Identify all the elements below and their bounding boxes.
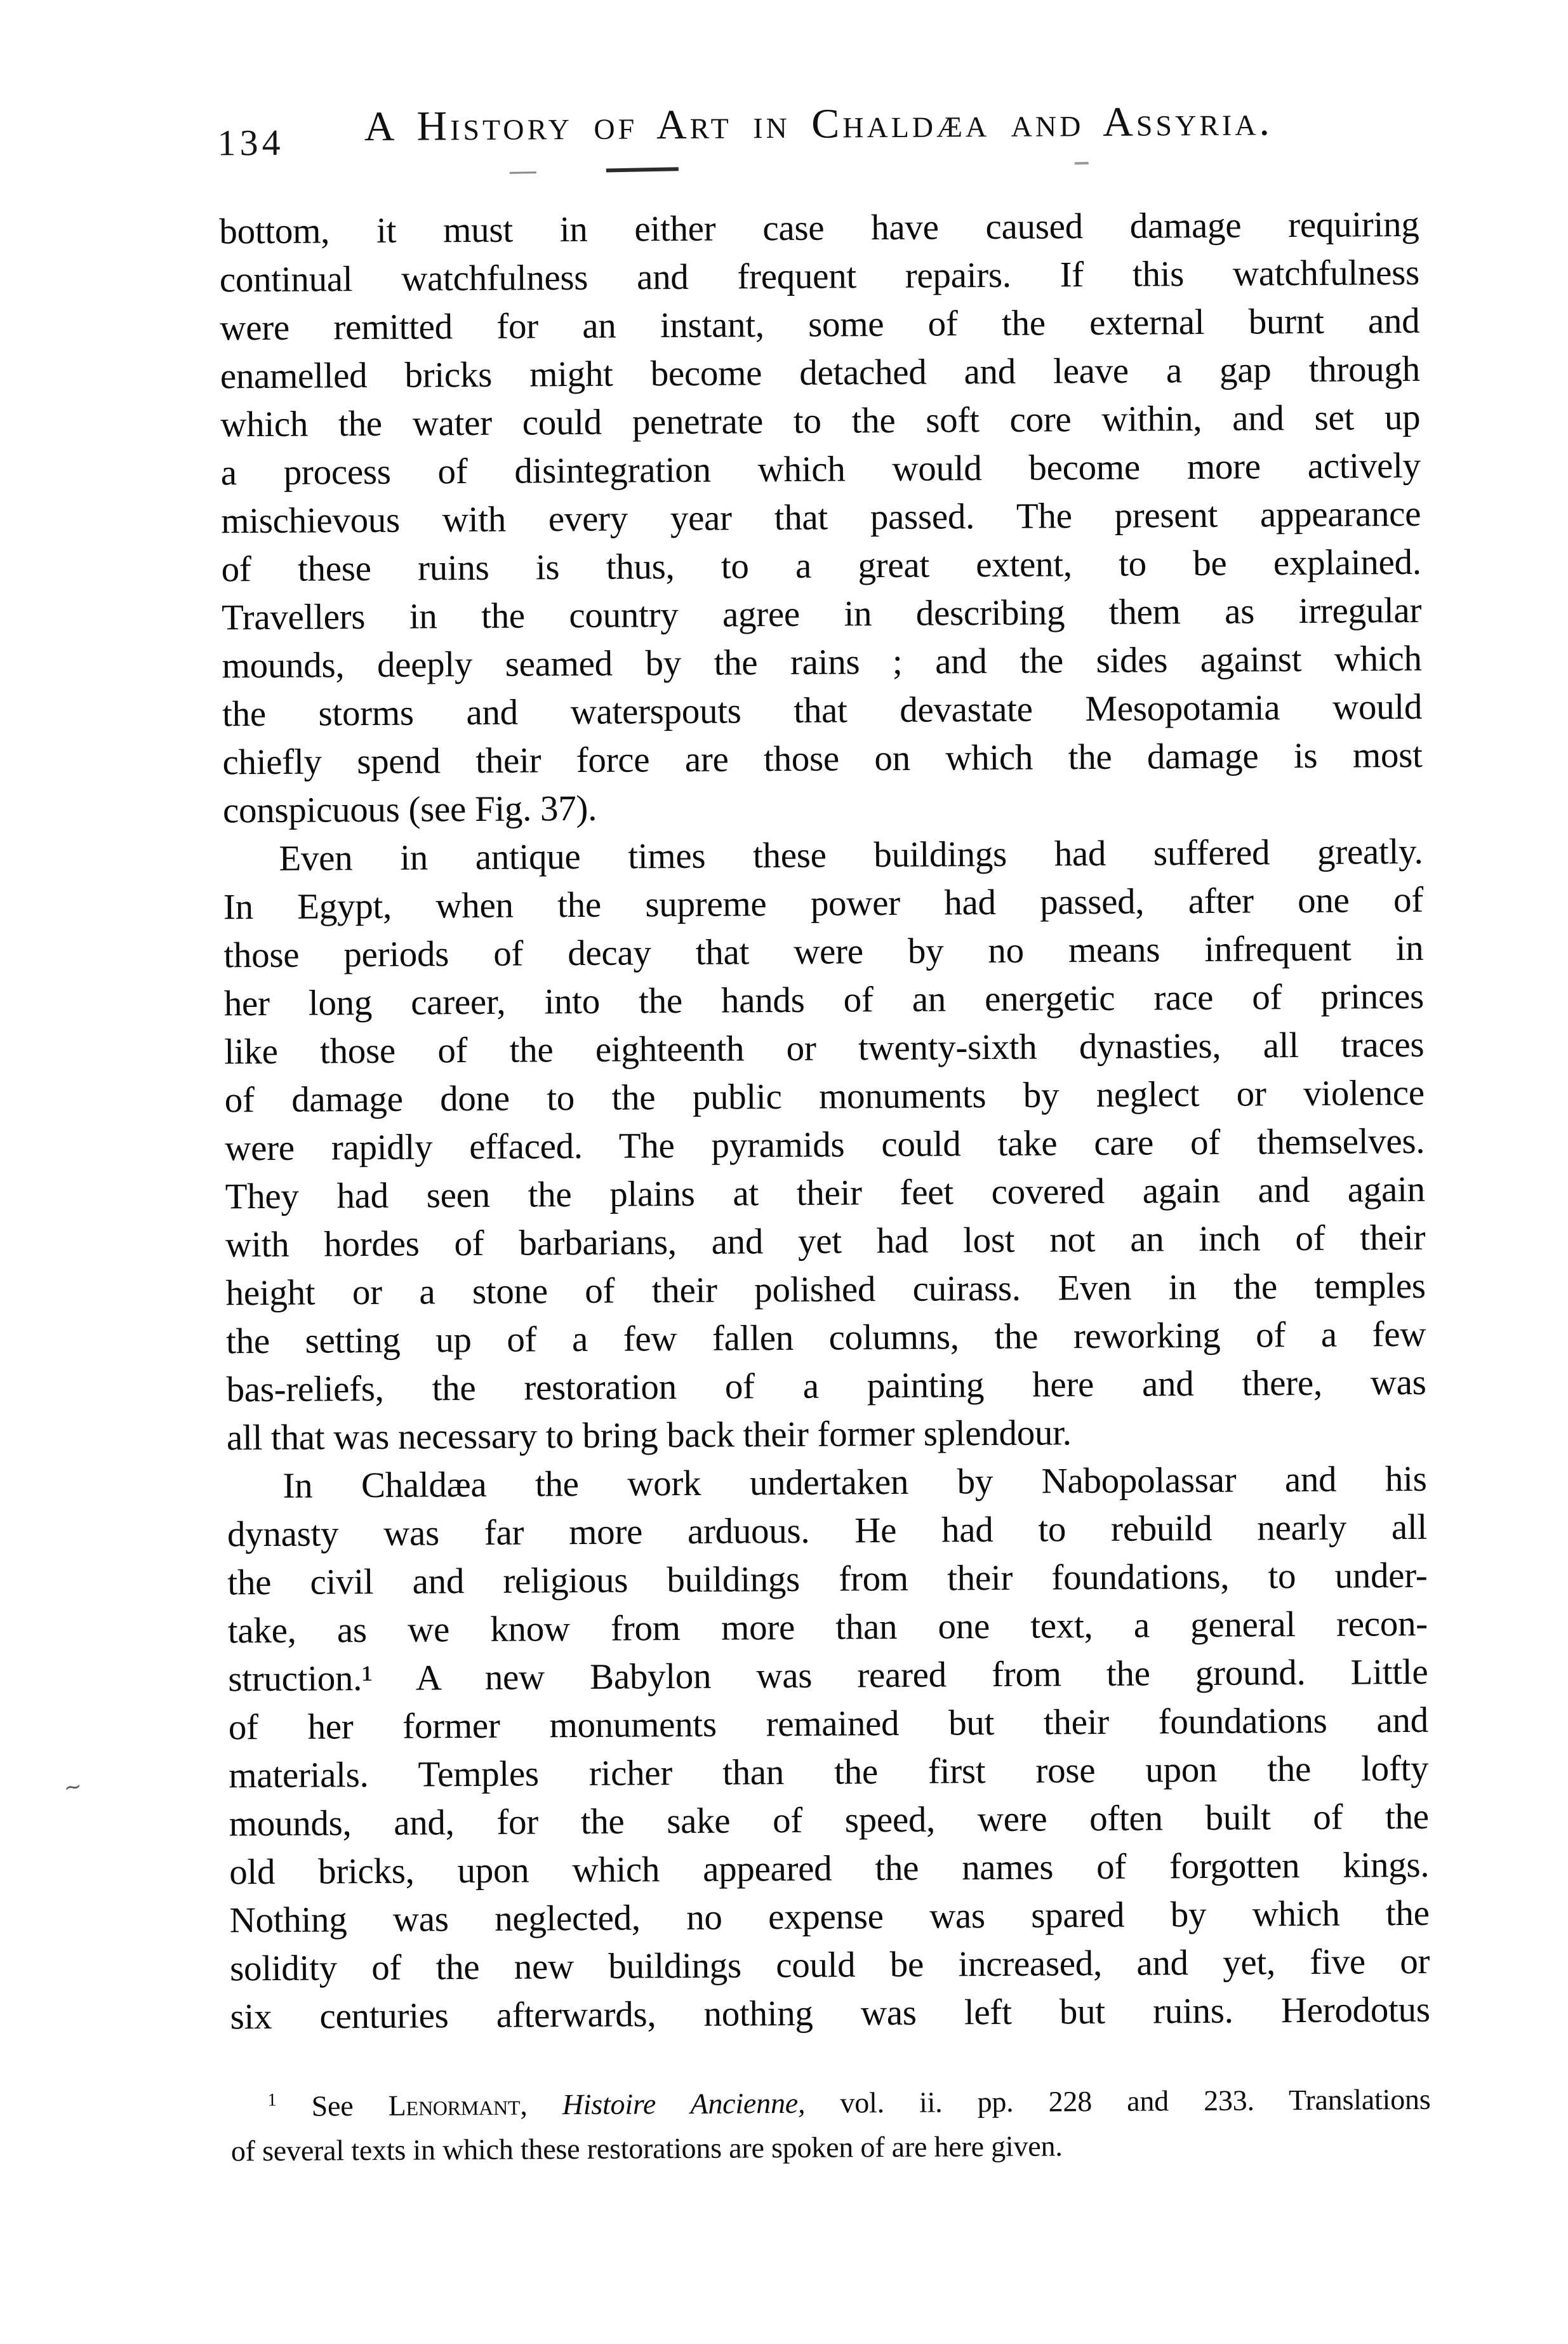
text-line: the setting up of a few fallen columns, the reworking of a few bbox=[225, 1314, 1426, 1362]
text-line: materials. Temples richer than the first rose upon the lofty bbox=[229, 1748, 1429, 1796]
paragraph-2 bbox=[223, 828, 1426, 1463]
footnote-line-1 bbox=[230, 2077, 1430, 2129]
running-header: A History of Art in Chaldæa and Assyria. bbox=[364, 98, 1273, 150]
page-number: 134 bbox=[217, 121, 284, 164]
header-rule-fragment-right bbox=[1075, 162, 1089, 164]
paragraph-1 bbox=[219, 201, 1423, 836]
text-line: those periods of decay that were by no means infrequent in bbox=[223, 928, 1424, 976]
text-line: all that was necessary to bring back their former splendour. bbox=[226, 1413, 1072, 1458]
text-line: Travellers in the country agree in describing them as irregular bbox=[221, 590, 1422, 638]
text-line: mounds, and, for the sake of speed, were often built of the bbox=[229, 1796, 1429, 1844]
text-line: They had seen the plains at their feet covered again and again bbox=[225, 1169, 1425, 1217]
text-line: continual watchfulness and frequent repairs. If this watchfulness bbox=[219, 252, 1420, 300]
footnote-text: , bbox=[520, 2088, 562, 2121]
footnote-author: Lenormant bbox=[388, 2088, 521, 2122]
text-line: height or a stone of their polished cuirass. Even in the temples bbox=[225, 1265, 1426, 1314]
header-rule-fragment-left bbox=[510, 171, 536, 174]
text-line: take, as we know from more than one text, a general recon- bbox=[227, 1603, 1428, 1651]
text-line: her long career, into the hands of an energetic race of princes bbox=[223, 976, 1425, 1024]
text-line: with hordes of barbarians, and yet had lost not an inch of their bbox=[225, 1217, 1426, 1265]
footnote-marker: 1 bbox=[267, 2090, 277, 2110]
text-line: mounds, deeply seamed by the rains ; and the sides against which bbox=[222, 638, 1422, 686]
paragraph-3 bbox=[227, 1455, 1430, 2042]
text-line: dynasty was far more arduous. He had to rebuild nearly all bbox=[227, 1507, 1428, 1555]
text-line: the civil and religious buildings from their foundations, to under- bbox=[227, 1555, 1428, 1603]
footnote-text: vol. ii. pp. 228 and 233. Translations bbox=[805, 2082, 1431, 2119]
text-line: of her former monuments remained but their foundations and bbox=[228, 1700, 1428, 1748]
text-line: Nothing was neglected, no expense was spared by which the bbox=[229, 1893, 1430, 1941]
text-line: were remitted for an instant, some of the external burnt and bbox=[220, 300, 1420, 349]
header-rule-fragment-center bbox=[606, 167, 679, 172]
text-line: six centuries afterwards, nothing was left but ruins. Herodotus bbox=[230, 1989, 1430, 2037]
text-line: of damage done to the public monuments by neglect or violence bbox=[224, 1072, 1425, 1121]
margin-scan-artifact: ∼ bbox=[62, 1774, 84, 1801]
text-line: like those of the eighteenth or twenty-sixth dynasties, all traces bbox=[224, 1024, 1425, 1072]
text-line: Even in antique times these buildings had suffered greatly. bbox=[279, 831, 1423, 879]
body-text bbox=[219, 201, 1430, 2041]
text-line: old bricks, upon which appeared the names of forgotten kings. bbox=[229, 1844, 1430, 1893]
footnote-text: See bbox=[276, 2089, 389, 2122]
text-line: struction.¹ A new Babylon was reared from the ground. Little bbox=[228, 1651, 1428, 1700]
text-line: conspicuous (see Fig. 37). bbox=[222, 788, 597, 831]
text-line: enamelled bricks might become detached and leave a gap through bbox=[220, 349, 1420, 397]
text-line: bottom, it must in either case have caused damage requiring bbox=[219, 204, 1419, 252]
text-line: chiefly spend their force are those on which the damage is most bbox=[222, 735, 1423, 783]
text-line: In Chaldæa the work undertaken by Nabopolassar and his bbox=[282, 1458, 1427, 1506]
text-line: mischievous with every year that passed. The present appearance bbox=[221, 493, 1421, 542]
text-line: solidity of the new buildings could be increased, and yet, five or bbox=[229, 1941, 1430, 1989]
text-line: a process of disintegration which would become more actively bbox=[220, 445, 1421, 493]
text-line: were rapidly effaced. The pyramids could take care of themselves. bbox=[225, 1121, 1425, 1169]
text-line: which the water could penetrate to the soft core within, and set up bbox=[220, 397, 1421, 445]
text-line: the storms and waterspouts that devastate Mesopotamia would bbox=[222, 686, 1423, 735]
text-line: of these ruins is thus, to a great extent, to be explained. bbox=[221, 542, 1421, 590]
text-line: In Egypt, when the supreme power had passed, after one of bbox=[223, 879, 1424, 928]
text-line: bas-reliefs, the restoration of a painting here and there, was bbox=[226, 1362, 1426, 1410]
footnote-book-title: Histoire Ancienne, bbox=[562, 2086, 806, 2121]
footnote bbox=[230, 2077, 1431, 2174]
footnote-line-2: of several texts in which these restorations are spoken of are here given. bbox=[230, 2129, 1063, 2168]
